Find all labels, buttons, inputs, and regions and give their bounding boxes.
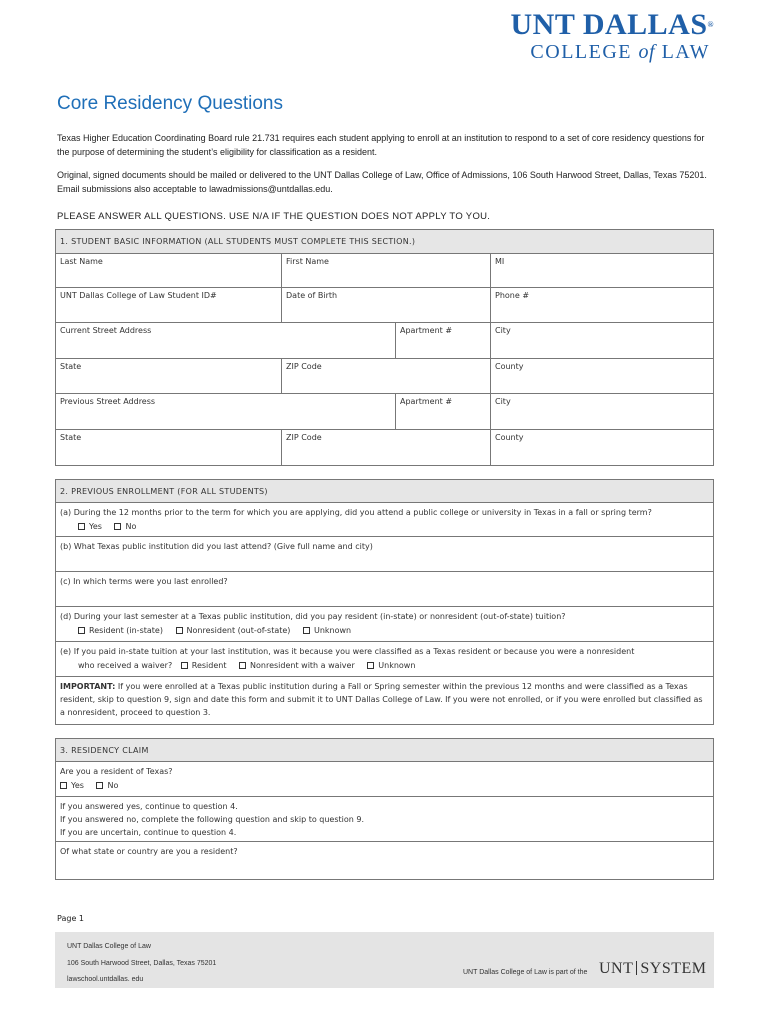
previous-state-field[interactable] <box>56 430 281 465</box>
q2d-resident-checkbox[interactable] <box>78 627 85 634</box>
question-3-text: Are you a resident of Texas? <box>60 767 173 776</box>
first-name-label: First Name <box>286 257 329 266</box>
previous-city-label: City <box>495 397 511 406</box>
q2d-unknown-checkbox[interactable] <box>303 627 310 634</box>
apartment-label: Apartment # <box>400 326 453 335</box>
last-name-label: Last Name <box>60 257 103 266</box>
footer-website: lawschool.untdallas. edu <box>67 976 144 983</box>
unt-system-a: UNT <box>599 960 634 977</box>
q2a-yes-label: Yes <box>89 522 102 531</box>
phone-label: Phone # <box>495 291 530 300</box>
footer <box>55 932 714 988</box>
unt-system-divider <box>636 961 637 975</box>
student-id-field[interactable] <box>56 288 281 322</box>
logo-of: of <box>638 41 656 63</box>
q2e-resident-label: Resident <box>191 661 227 670</box>
page-number: Page 1 <box>57 914 84 923</box>
q3-state-question: Of what state or country are you a resident? <box>60 847 238 856</box>
previous-zip-label: ZIP Code <box>286 433 322 442</box>
q2a-yes-checkbox[interactable] <box>78 523 85 530</box>
current-state-row <box>56 359 713 394</box>
student-id-label: UNT Dallas College of Law Student ID# <box>60 291 217 300</box>
q2d-unknown-option[interactable] <box>303 626 351 635</box>
state-label: State <box>60 362 82 371</box>
q3-no-checkbox[interactable] <box>96 782 103 789</box>
dob-field[interactable] <box>281 288 490 322</box>
q2e-resident-checkbox[interactable] <box>181 662 188 669</box>
section3-header: 3. RESIDENCY CLAIM <box>56 739 713 762</box>
question-3-state-country[interactable] <box>56 842 713 879</box>
apartment-field[interactable] <box>395 323 490 358</box>
zip-label: ZIP Code <box>286 362 322 371</box>
question-2c-text: (c) In which terms were you last enrolled? <box>60 577 228 586</box>
mi-label: MI <box>495 257 505 266</box>
question-2a <box>56 503 713 537</box>
previous-address-label: Previous Street Address <box>60 397 156 406</box>
section2-header: 2. PREVIOUS ENROLLMENT (FOR ALL STUDENTS) <box>56 480 713 503</box>
mailing-paragraph: Original, signed documents should be mailed or delivered to the UNT Dallas College of Law, Office of Admissions, 106 South Harwood Street, Dallas, Texas 75201. Email submissions also acceptable to lawadmissions@untdallas.edu. <box>57 170 707 194</box>
previous-county-field[interactable] <box>490 430 713 465</box>
question-3-instructions <box>56 797 713 842</box>
logo-law: LAW <box>655 41 710 63</box>
q2e-unknown-option[interactable] <box>367 661 415 670</box>
q2a-no-label: No <box>125 522 137 531</box>
last-name-field[interactable] <box>56 254 281 287</box>
state-field[interactable] <box>56 359 281 393</box>
q3-yes-option[interactable] <box>60 781 84 790</box>
previous-address-row <box>56 394 713 430</box>
city-field[interactable] <box>490 323 713 358</box>
q2d-nonresident-label: Nonresident (out-of-state) <box>186 626 291 635</box>
q2e-waiver-option[interactable] <box>239 661 355 670</box>
current-address-label: Current Street Address <box>60 326 152 335</box>
question-2e <box>56 642 713 677</box>
question-2d <box>56 607 713 642</box>
question-2c[interactable] <box>56 572 713 607</box>
city-label: City <box>495 326 511 335</box>
q2d-nonresident-checkbox[interactable] <box>176 627 183 634</box>
question-2e-text: (e) If you paid in-state tuition at your last institution, was it because you were classified as a Texas resident or because you were a nonresident <box>60 647 635 656</box>
mi-field[interactable] <box>490 254 713 287</box>
previous-state-label: State <box>60 433 82 442</box>
dob-label: Date of Birth <box>286 291 338 300</box>
section-residency-claim <box>55 738 714 880</box>
question-3-resident <box>56 762 713 797</box>
section1-header: 1. STUDENT BASIC INFORMATION (ALL STUDENTS MUST COMPLETE THIS SECTION.) <box>56 230 713 254</box>
q2a-no-checkbox[interactable] <box>114 523 121 530</box>
unt-dallas-logo <box>511 10 714 64</box>
q3-no-option[interactable] <box>96 781 118 790</box>
first-name-field[interactable] <box>281 254 490 287</box>
previous-zip-field[interactable] <box>281 430 490 465</box>
county-field[interactable] <box>490 359 713 393</box>
q2d-unknown-label: Unknown <box>313 626 352 635</box>
important-notice <box>56 677 713 724</box>
unt-system-b: SYSTEM <box>640 960 707 977</box>
q2e-unknown-label: Unknown <box>378 661 416 670</box>
previous-apartment-field[interactable] <box>395 394 490 429</box>
q2d-resident-option[interactable] <box>78 626 163 635</box>
question-2d-text: (d) During your last semester at a Texas public institution, did you pay resident (in-state) or nonresident (out-of-state) tuition? <box>60 612 566 621</box>
section-basic-information <box>55 229 714 466</box>
question-2b[interactable] <box>56 537 713 572</box>
logo-line1: UNT DALLAS <box>510 8 708 41</box>
phone-field[interactable] <box>490 288 713 322</box>
previous-county-label: County <box>495 433 524 442</box>
q3-yes-checkbox[interactable] <box>60 782 67 789</box>
unt-system-logo <box>599 960 707 978</box>
q2a-yes-option[interactable] <box>78 522 102 531</box>
q3-instruction-yes: If you answered yes, continue to question 4. <box>60 802 238 811</box>
previous-address-field[interactable] <box>56 394 395 429</box>
current-address-field[interactable] <box>56 323 395 358</box>
question-2e-continued: who received a waiver? <box>78 661 173 670</box>
instructions: PLEASE ANSWER ALL QUESTIONS. USE N/A IF THE QUESTION DOES NOT APPLY TO YOU. <box>57 211 491 222</box>
q3-no-label: No <box>107 781 119 790</box>
name-row <box>56 254 713 288</box>
q3-instruction-no: If you answered no, complete the following question and skip to question 9. <box>60 815 365 824</box>
logo-trademark: ® <box>707 20 714 29</box>
question-2a-text: (a) During the 12 months prior to the term for which you are applying, did you attend a public college or university in Texas in a fall or spring term? <box>60 508 652 517</box>
footer-part-of: UNT Dallas College of Law is part of the <box>463 969 588 976</box>
q2d-nonresident-option[interactable] <box>176 626 291 635</box>
id-row <box>56 288 713 323</box>
important-label: IMPORTANT: <box>60 682 116 691</box>
zip-field[interactable] <box>281 359 490 393</box>
q3-yes-label: Yes <box>71 781 84 790</box>
intro-paragraph: Texas Higher Education Coordinating Board rule 21.731 requires each student applying to enroll at an institution to respond to a set of core residency questions for the purpose of determining the student’s eligibility for classification as a resident. <box>57 133 705 157</box>
county-label: County <box>495 362 524 371</box>
footer-school-name: UNT Dallas College of Law <box>67 943 151 950</box>
q2a-no-option[interactable] <box>114 522 136 531</box>
previous-state-row <box>56 430 713 465</box>
page-title: Core Residency Questions <box>57 93 283 114</box>
current-address-row <box>56 323 713 359</box>
footer-address: 106 South Harwood Street, Dallas, Texas 75201 <box>67 960 217 967</box>
q2e-waiver-checkbox[interactable] <box>239 662 246 669</box>
q2e-waiver-label: Nonresident with a waiver <box>250 661 355 670</box>
previous-city-field[interactable] <box>490 394 713 429</box>
q2e-unknown-checkbox[interactable] <box>367 662 374 669</box>
q2e-resident-option[interactable] <box>181 661 227 670</box>
question-2b-text: (b) What Texas public institution did you last attend? (Give full name and city) <box>60 542 373 551</box>
q2d-resident-label: Resident (in-state) <box>89 626 163 635</box>
section-previous-enrollment <box>55 479 714 725</box>
q3-instruction-uncertain: If you are uncertain, continue to question 4. <box>60 828 237 837</box>
logo-college: COLLEGE <box>530 41 639 63</box>
previous-apartment-label: Apartment # <box>400 397 453 406</box>
important-text: If you were enrolled at a Texas public institution during a Fall or Spring semester within the previous 12 months and were classified as a Texas resident, skip to question 9, sign and date this form and submit it to UNT Dallas College of Law. If you were not enrolled, or if you were enrolled but classified as a nonresident, proceed to question 3. <box>60 682 703 717</box>
